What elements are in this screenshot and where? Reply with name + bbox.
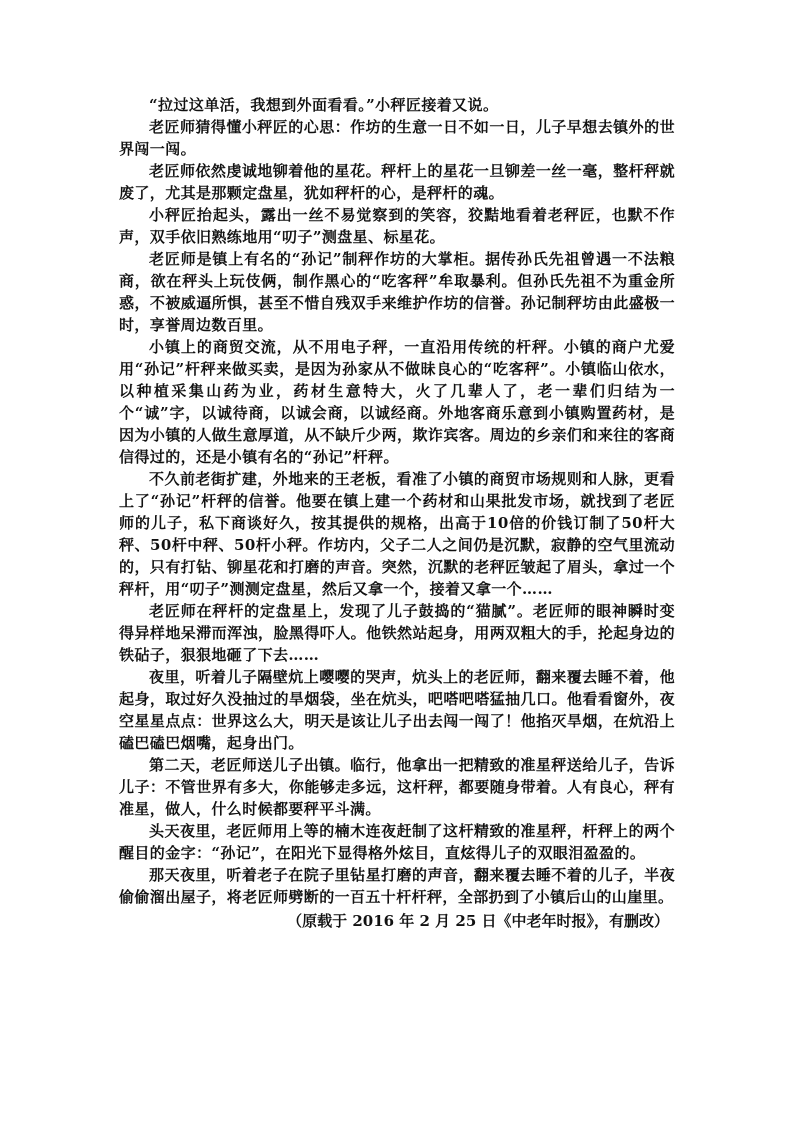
- source-citation: （原载于 2016 年 2 月 25 日《中老年时报》，有删改）: [287, 912, 669, 930]
- paragraph-6: 小镇上的商贸交流，从不用电子秤，一直沿用传统的杆秤。小镇的商户尤爱用“孙记”杆秤来做买卖，是因为孙家从不做昧良心的“吃客秤”。小镇临山依水，以种植采集山药为业，药材生意特大，火了几辈人了，老一辈们归结为一个“诚”字，以诚待商，以诚会商，以诚经商。外地客商乐意到小镇购置药材，是因为小镇的人做生意厚道，从不缺斤少两，欺诈宾客。周边的乡亲们和来往的客商信得过的，还是小镇有名的“孙记”杆秤。: [119, 338, 675, 466]
- paragraph-5: 老匠师是镇上有名的“孙记”制秤作坊的大掌柜。据传孙氏先祖曾遇一不法粮商，欲在秤头上玩伎俩，制作黑心的“吃客秤”牟取暴利。但孙氏先祖不为重金所惑，不被威逼所惧，甚至不惜自残双手来维护作坊的信誉。孙记制秤坊由此盛极一时，享誉周边数百里。: [119, 250, 675, 334]
- article-body: [119, 94, 675, 932]
- paragraph-8: 老匠师在秤杆的定盘星上，发现了儿子鼓捣的“猫腻”。老匠师的眼神瞬时变得异样地呆滞而浑浊，脸黑得吓人。他铁然站起身，用两双粗大的手，抡起身边的铁砧子，狠狠地砸了下去……: [119, 602, 675, 664]
- paragraph-12: 那天夜里，听着老子在院子里钻星打磨的声音，翻来覆去睡不着的儿子，半夜偷偷溜出屋子，将老匠师劈断的一百五十杆杆秤，全部扔到了小镇后山的山崖里。: [119, 866, 675, 906]
- paragraph-9: 夜里，听着儿子隔壁炕上嘤嘤的哭声，炕头上的老匠师，翻来覆去睡不着，他起身，取过好久没抽过的旱烟袋，坐在炕头，吧嗒吧嗒猛抽几口。他看看窗外，夜空星星点点：世界这么大，明天是该让儿子出去闯一闯了！他掐灭旱烟，在炕沿上磕巴磕巴烟嘴，起身出门。: [119, 668, 675, 752]
- paragraph-1: “拉过这单活，我想到外面看看。”小秤匠接着又说。: [149, 96, 499, 114]
- paragraph-4: 小秤匠抬起头，露出一丝不易觉察到的笑容，狡黠地看着老秤匠，也默不作声，双手依旧熟练地用“叨子”测盘星、标星花。: [119, 206, 675, 246]
- paragraph-3: 老匠师依然虔诚地铆着他的星花。秤杆上的星花一旦铆差一丝一毫，整杆秤就废了，尤其是那颗定盘星，犹如秤杆的心，是秤杆的魂。: [119, 162, 675, 202]
- paragraph-7: 不久前老街扩建，外地来的王老板，看准了小镇的商贸市场规则和人脉，更看上了“孙记”杆秤的信誉。他要在镇上建一个药材和山果批发市场，就找到了老匠师的儿子，私下商谈好久，按其提供的规格，出高于10倍的价钱订制了50杆大秤、50杆中秤、50杆小秤。作坊内，父子二人之间仍是沉默，寂静的空气里流动的，只有打钻、铆星花和打磨的声音。突然，沉默的老秤匠皱起了眉头，拿过一个秤杆，用“叨子”测测定盘星，然后又拿一个，接着又拿一个……: [119, 470, 675, 598]
- paragraph-10: 第二天，老匠师送儿子出镇。临行，他拿出一把精致的准星秤送给儿子，告诉儿子：不管世界有多大，你能够走多远，这杆秤，都要随身带着。人有良心，秤有准星，做人，什么时候都要秤平斗满。: [119, 756, 675, 818]
- paragraph-11: 头天夜里，老匠师用上等的楠木连夜赶制了这杆精致的准星秤，杆秤上的两个醒目的金字：“孙记”，在阳光下显得格外炫目，直炫得儿子的双眼泪盈盈的。: [119, 822, 675, 862]
- paragraph-2: 老匠师猜得懂小秤匠的心思：作坊的生意一日不如一日，儿子早想去镇外的世界闯一闯。: [119, 118, 675, 158]
